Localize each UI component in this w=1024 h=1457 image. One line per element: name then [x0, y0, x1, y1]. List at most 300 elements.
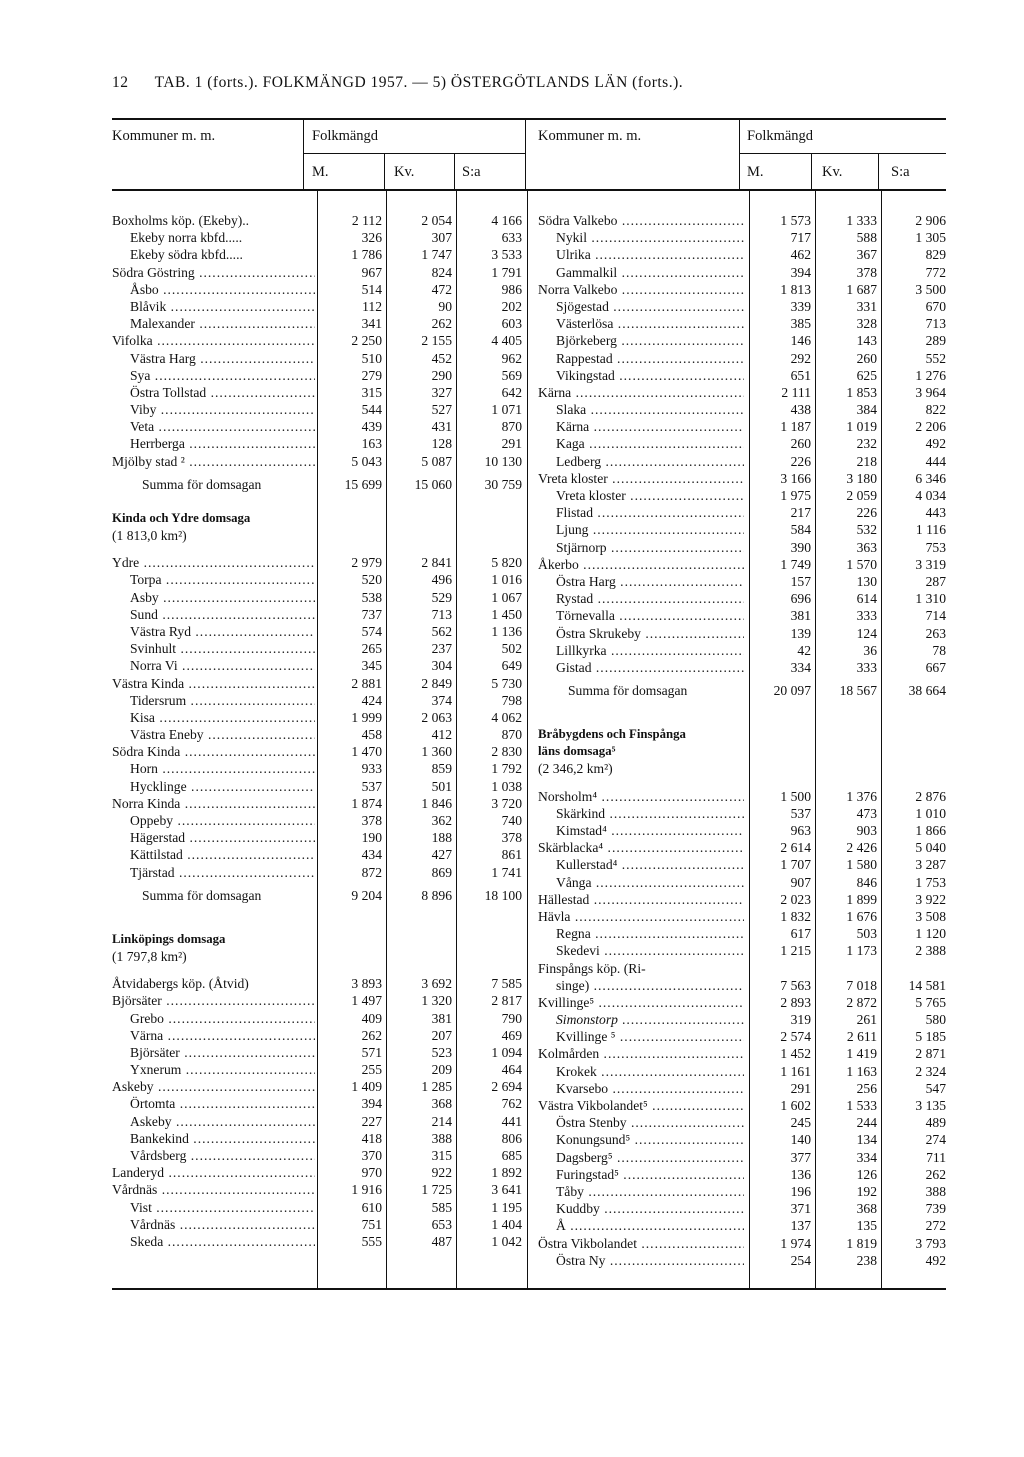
cell-sa: 2 324 [915, 1063, 946, 1079]
table-row [112, 418, 532, 435]
cell-kv: 368 [431, 1096, 452, 1112]
cell-kv: 5 087 [421, 453, 452, 469]
row-label-text: Vreta kloster [538, 470, 608, 486]
cell-m: 345 [361, 658, 382, 674]
row-label-text: Örtomta [130, 1096, 176, 1112]
table-row [538, 315, 948, 332]
cell-kv: 1 533 [846, 1098, 877, 1113]
cell-kv: 1 747 [421, 247, 452, 263]
cell-sa: 3 641 [491, 1182, 522, 1198]
cell-m: 378 [361, 813, 382, 828]
vrule-1 [303, 120, 304, 189]
table-row [112, 709, 532, 726]
cell-sa: 2 206 [915, 419, 946, 435]
cell-m: 872 [361, 864, 382, 880]
cell-sa: 489 [925, 1115, 946, 1131]
row-label-text: Konungsund⁵ [556, 1132, 631, 1148]
cell-kv: 412 [431, 727, 452, 743]
table-row [112, 778, 532, 795]
row-spacer [538, 778, 948, 788]
cell-sa: 649 [501, 658, 522, 674]
cell-kv: 496 [431, 572, 452, 588]
cell-sa: 772 [925, 264, 946, 280]
row-label-text: (1 797,8 km²) [112, 948, 187, 964]
cell-sa: 378 [501, 830, 522, 846]
row-label-text: Ekeby södra kbfd..... [130, 247, 243, 263]
cell-m: 571 [361, 1044, 382, 1060]
header-bottom-rule [112, 189, 946, 191]
row-label-text: Dagsberg⁵ [556, 1149, 613, 1165]
cell-sa: 603 [501, 316, 522, 332]
cell-sa: 3 287 [915, 857, 946, 873]
cell-m: 2 979 [351, 555, 382, 571]
row-label-text: Kaga [556, 436, 585, 452]
row-label-text: Lillkyrka [556, 642, 607, 658]
table-row [538, 1235, 948, 1252]
cell-sa: 289 [925, 333, 946, 349]
table-row [112, 264, 532, 281]
table-row [538, 607, 948, 624]
row-label-text: Norsholm⁴ [538, 788, 598, 804]
cell-m: 544 [361, 402, 382, 418]
row-label-text: Kvarsebo [556, 1080, 609, 1096]
cell-sa: 4 034 [915, 488, 946, 503]
cell-m: 326 [361, 230, 382, 246]
cell-sa: 1 791 [491, 264, 522, 280]
cell-kv: 625 [856, 367, 877, 383]
table-row [112, 1010, 532, 1027]
row-label-text: Västra Vikbolandet⁵ [538, 1098, 648, 1113]
cell-m: 394 [361, 1096, 382, 1112]
cell-kv: 523 [431, 1044, 452, 1060]
row-label-text: Vreta kloster [556, 488, 626, 503]
cell-m: 1 187 [780, 419, 811, 435]
table-row [538, 1252, 948, 1269]
cell-kv: 381 [431, 1010, 452, 1026]
table-row [112, 435, 532, 452]
table-row [538, 805, 948, 822]
cell-sa: 443 [925, 505, 946, 521]
row-label-text: Västerlösa [556, 316, 614, 332]
row-label-text: Östra Ny [556, 1252, 606, 1268]
col-kommuner-right: Kommuner m. m. [538, 128, 642, 144]
cell-sa: 806 [501, 1130, 522, 1146]
cell-kv: 653 [431, 1216, 452, 1232]
cell-sa: 1 010 [915, 805, 946, 821]
table-row [538, 1131, 948, 1148]
cell-kv: 209 [431, 1062, 452, 1078]
row-label-text: Bankekind [130, 1130, 189, 1146]
cell-sa: 2 817 [491, 993, 522, 1009]
cell-kv: 3 180 [846, 470, 877, 486]
row-label-text: Nykil [556, 230, 587, 246]
row-label-text: Björsäter [130, 1044, 180, 1060]
cell-kv: 487 [431, 1233, 452, 1249]
cell-kv: 2 841 [421, 555, 452, 571]
cell-sa: 1 892 [491, 1165, 522, 1181]
cell-kv: 713 [431, 606, 452, 622]
row-label-text: Furingstad⁵ [556, 1166, 619, 1182]
cell-sa: 2 388 [915, 943, 946, 959]
table-row [112, 384, 532, 401]
cell-sa: 3 793 [915, 1235, 946, 1251]
cell-m: 1 749 [780, 556, 811, 572]
col-sa-right: S:a [891, 164, 910, 180]
cell-sa: 6 346 [915, 470, 946, 486]
cell-m: 617 [790, 926, 811, 942]
cell-m: 190 [361, 830, 382, 846]
cell-kv: 532 [856, 522, 877, 538]
cell-kv: 130 [856, 573, 877, 589]
col-m-left: M. [312, 164, 329, 180]
row-label-text: Östra Skrukeby [556, 625, 641, 641]
cell-kv: 2 155 [421, 333, 452, 349]
cell-sa: 1 016 [491, 572, 522, 588]
cell-kv: 232 [856, 436, 877, 452]
row-label-text: (2 346,2 km²) [538, 761, 613, 777]
cell-kv: 36 [863, 642, 877, 658]
row-label-text: Östra Stenby [556, 1115, 627, 1131]
row-label-text: Yxnerum [130, 1062, 182, 1078]
cell-m: 1 500 [780, 788, 811, 804]
cell-m: 434 [361, 847, 382, 863]
table-row [538, 942, 948, 959]
cell-sa: 2 830 [491, 744, 522, 760]
cell-sa: 30 759 [484, 476, 522, 492]
cell-kv: 824 [431, 264, 452, 280]
cell-m: 1 999 [351, 709, 382, 725]
row-label-text: Norra Vi [130, 658, 178, 674]
cell-kv: 124 [856, 625, 877, 641]
cell-sa: 272 [925, 1218, 946, 1234]
table-row [112, 401, 532, 418]
row-label-text: Kullerstad⁴ [556, 857, 618, 873]
cell-kv: 869 [431, 864, 452, 880]
row-label-text: Mjölby stad ² [112, 453, 185, 469]
cell-kv: 1 819 [846, 1235, 877, 1251]
cell-m: 292 [790, 350, 811, 366]
row-label-text: Askeby [112, 1079, 154, 1095]
table-row [112, 470, 532, 500]
row-label-text: Finspångs köp. (Ri- [538, 960, 646, 976]
cell-sa: 5 820 [491, 555, 522, 571]
cell-m: 146 [790, 333, 811, 349]
cell-kv: 1 285 [421, 1079, 452, 1095]
cell-sa: 38 664 [908, 683, 946, 699]
cell-m: 439 [361, 419, 382, 435]
cell-kv: 7 018 [846, 977, 877, 993]
table-row [112, 212, 532, 229]
row-label-text: Boxholms köp. (Ekeby).. [112, 213, 250, 228]
cell-sa: 685 [501, 1148, 522, 1163]
cell-m: 967 [361, 264, 382, 280]
table-row [538, 1114, 948, 1131]
cell-sa: 4 405 [491, 333, 522, 349]
page-header [112, 74, 683, 92]
cell-kv: 244 [856, 1115, 877, 1131]
cell-m: 737 [361, 606, 382, 622]
cell-m: 140 [790, 1132, 811, 1148]
cell-sa: 1 310 [915, 591, 946, 607]
row-spacer [112, 921, 532, 931]
vrule-2 [384, 153, 385, 189]
cell-kv: 315 [431, 1148, 452, 1163]
row-label-text: Kuddby [556, 1201, 600, 1217]
cell-sa: 492 [925, 1252, 946, 1268]
cell-kv: 1 419 [846, 1046, 877, 1062]
row-label-text: Kvillinge ⁵ [556, 1029, 616, 1045]
cell-kv: 333 [856, 608, 877, 624]
page-number: 12 [112, 74, 129, 91]
cell-m: 1 813 [780, 281, 811, 297]
table-row [112, 527, 532, 544]
row-label-text: Skärkind [556, 805, 606, 821]
row-label-text: Hävla [538, 908, 571, 924]
row-label-text: Blåvik [130, 298, 167, 314]
cell-kv: 1 846 [421, 795, 452, 811]
cell-m: 610 [361, 1199, 382, 1215]
cell-sa: 441 [501, 1113, 522, 1129]
cell-kv: 8 896 [421, 887, 452, 903]
cell-sa: 469 [501, 1027, 522, 1043]
cell-sa: 822 [925, 402, 946, 418]
row-label-text: Värna [130, 1027, 164, 1043]
cell-m: 139 [790, 625, 811, 641]
cell-sa: 580 [925, 1012, 946, 1028]
cell-sa: 7 585 [491, 976, 522, 992]
table-row [538, 367, 948, 384]
row-label-text: Åsbo [130, 281, 159, 297]
table-row [538, 659, 948, 676]
cell-kv: 126 [856, 1166, 877, 1182]
row-label-text: Björsäter [112, 993, 162, 1009]
row-label-text: Askeby [130, 1113, 172, 1129]
cell-sa: 1 038 [491, 778, 522, 794]
cell-sa: 740 [501, 813, 522, 828]
row-label-text: Vifolka [112, 333, 153, 349]
row-label-text: Skedevi [556, 943, 600, 959]
cell-sa: 1 120 [915, 926, 946, 942]
cell-sa: 2 876 [915, 788, 946, 804]
cell-kv: 134 [856, 1132, 877, 1148]
row-label [538, 960, 744, 977]
row-label-text: Västra Eneby [130, 727, 204, 743]
table-row [112, 1061, 532, 1078]
cell-m: 254 [790, 1252, 811, 1268]
cell-m: 319 [790, 1012, 811, 1028]
cell-kv: 128 [431, 436, 452, 452]
table-row [112, 589, 532, 606]
cell-m: 370 [361, 1148, 382, 1163]
cell-m: 163 [361, 436, 382, 452]
cell-sa: 633 [501, 230, 522, 246]
cell-m: 963 [790, 823, 811, 838]
table-row [112, 1233, 532, 1250]
cell-m: 1 707 [780, 857, 811, 873]
table-row [538, 573, 948, 590]
row-label-text: Östra Harg [556, 573, 616, 589]
cell-sa: 1 094 [491, 1044, 522, 1060]
left-table [112, 212, 532, 1250]
cell-sa: 1 067 [491, 589, 522, 605]
cell-m: 5 043 [351, 453, 382, 469]
cell-sa: 78 [932, 642, 946, 658]
cell-m: 20 097 [773, 683, 811, 699]
cell-m: 334 [790, 659, 811, 675]
table-row [538, 521, 948, 538]
row-label-text: Ljung [556, 522, 589, 538]
table-row [538, 350, 948, 367]
cell-m: 227 [361, 1113, 382, 1129]
table-row [538, 504, 948, 521]
row-label-text: Västra Kinda [112, 675, 185, 691]
table-row [112, 367, 532, 384]
cell-m: 136 [790, 1166, 811, 1182]
cell-sa: 5 040 [915, 840, 946, 856]
vrule-5 [739, 120, 740, 189]
cell-m: 1 916 [351, 1182, 382, 1198]
row-label-text: Östra Vikbolandet [538, 1235, 637, 1251]
cell-m: 157 [790, 573, 811, 589]
cell-kv: 256 [856, 1080, 877, 1096]
vrule-3 [454, 153, 455, 189]
row-label-text: Skeda [130, 1233, 164, 1249]
cell-m: 1 573 [780, 213, 811, 228]
cell-sa: 10 130 [484, 453, 522, 469]
table-row [112, 726, 532, 743]
cell-sa: 711 [926, 1149, 946, 1165]
vrule-7 [878, 153, 879, 189]
cell-kv: 18 567 [839, 683, 877, 699]
row-spacer [112, 544, 532, 554]
cell-m: 751 [361, 1216, 382, 1232]
cell-m: 696 [790, 591, 811, 607]
row-label-text: Å [556, 1218, 566, 1234]
table-row [112, 281, 532, 298]
row-label-text: Bråbygdens och Finspånga [538, 727, 686, 742]
section-heading [112, 510, 315, 527]
cell-kv: 2 611 [846, 1029, 877, 1045]
table-row [112, 1130, 532, 1147]
cell-m: 265 [361, 641, 382, 657]
cell-m: 137 [790, 1218, 811, 1234]
cell-kv: 562 [431, 623, 452, 639]
cell-kv: 2 872 [846, 994, 877, 1010]
cell-kv: 1 333 [846, 213, 877, 228]
row-label-text: Kärna [556, 419, 590, 435]
row-label-text: Ledberg [556, 453, 602, 469]
cell-kv: 135 [856, 1218, 877, 1234]
cell-kv: 1 163 [846, 1063, 877, 1079]
cell-kv: 529 [431, 589, 452, 605]
row-label-text: (1 813,0 km²) [112, 528, 187, 543]
cell-m: 341 [361, 316, 382, 332]
col-folkmangd-left: Folkmängd [312, 128, 379, 144]
cell-m: 574 [361, 623, 382, 639]
table-title: TAB. 1 (forts.). FOLKMÄNGD 1957. — 5) ÖSTERGÖTLANDS LÄN (forts.). [154, 74, 684, 91]
table-row [538, 246, 948, 263]
cell-m: 2 112 [351, 213, 382, 228]
table-row [538, 418, 948, 435]
cell-kv: 1 853 [846, 384, 877, 400]
row-label-text: Norra Kinda [112, 795, 181, 811]
table-row [538, 1217, 948, 1234]
cell-kv: 378 [856, 264, 877, 280]
table-row [538, 1028, 948, 1045]
row-label-text: Hägerstad [130, 830, 186, 846]
row-label-text: Stjärnorp [556, 539, 607, 555]
cell-m: 1 215 [780, 943, 811, 959]
table-row [112, 1044, 532, 1061]
row-label-text: Ulrika [556, 247, 591, 263]
cell-m: 196 [790, 1183, 811, 1199]
cell-sa: 1 276 [915, 367, 946, 383]
table-row [538, 401, 948, 418]
row-label [112, 948, 315, 965]
cell-kv: 15 060 [414, 476, 452, 492]
cell-kv: 585 [431, 1199, 452, 1215]
table-row [112, 554, 532, 571]
row-label-text: Flistad [556, 505, 594, 521]
cell-sa: 1 792 [491, 761, 522, 777]
cell-m: 584 [790, 522, 811, 538]
row-label-text: Summa för domsagan [568, 683, 688, 699]
cell-sa: 18 100 [484, 887, 522, 903]
cell-kv: 262 [431, 316, 452, 332]
cell-sa: 547 [925, 1080, 946, 1096]
col-m-right: M. [747, 164, 764, 180]
cell-sa: 798 [501, 692, 522, 708]
table-row [538, 743, 948, 760]
table-row [112, 453, 532, 470]
table-row [112, 1095, 532, 1112]
table-row [538, 726, 948, 743]
cell-kv: 1 320 [421, 993, 452, 1009]
table-row [112, 795, 532, 812]
table-row [538, 298, 948, 315]
row-label-text: Ydre [112, 555, 140, 571]
cell-kv: 192 [856, 1183, 877, 1199]
row-label-text: Södra Valkebo [538, 213, 618, 228]
table-row [538, 891, 948, 908]
cell-sa: 1 042 [491, 1233, 522, 1249]
cell-sa: 1 071 [491, 402, 522, 418]
row-label-text: läns domsaga⁵ [538, 744, 616, 759]
table-row [112, 1113, 532, 1130]
table-row [538, 1183, 948, 1200]
cell-sa: 3 533 [491, 247, 522, 263]
table-row [538, 229, 948, 246]
cell-kv: 903 [856, 823, 877, 838]
row-label-text: Grebo [130, 1010, 164, 1026]
cell-m: 2 111 [781, 384, 811, 400]
cell-kv: 363 [856, 539, 877, 555]
row-spacer [538, 716, 948, 726]
row-label-text: Hycklinge [130, 778, 187, 794]
table-row [112, 846, 532, 863]
cell-kv: 1 570 [846, 556, 877, 572]
row-label-text: Vårdnäs [112, 1182, 158, 1198]
cell-m: 2 614 [780, 840, 811, 856]
cell-sa: 753 [925, 539, 946, 555]
section-heading [538, 743, 744, 760]
cell-sa: 2 906 [915, 213, 946, 228]
cell-m: 458 [361, 727, 382, 743]
cell-kv: 2 426 [846, 840, 877, 856]
cell-kv: 143 [856, 333, 877, 349]
cell-m: 717 [790, 230, 811, 246]
cell-sa: 262 [925, 1166, 946, 1182]
